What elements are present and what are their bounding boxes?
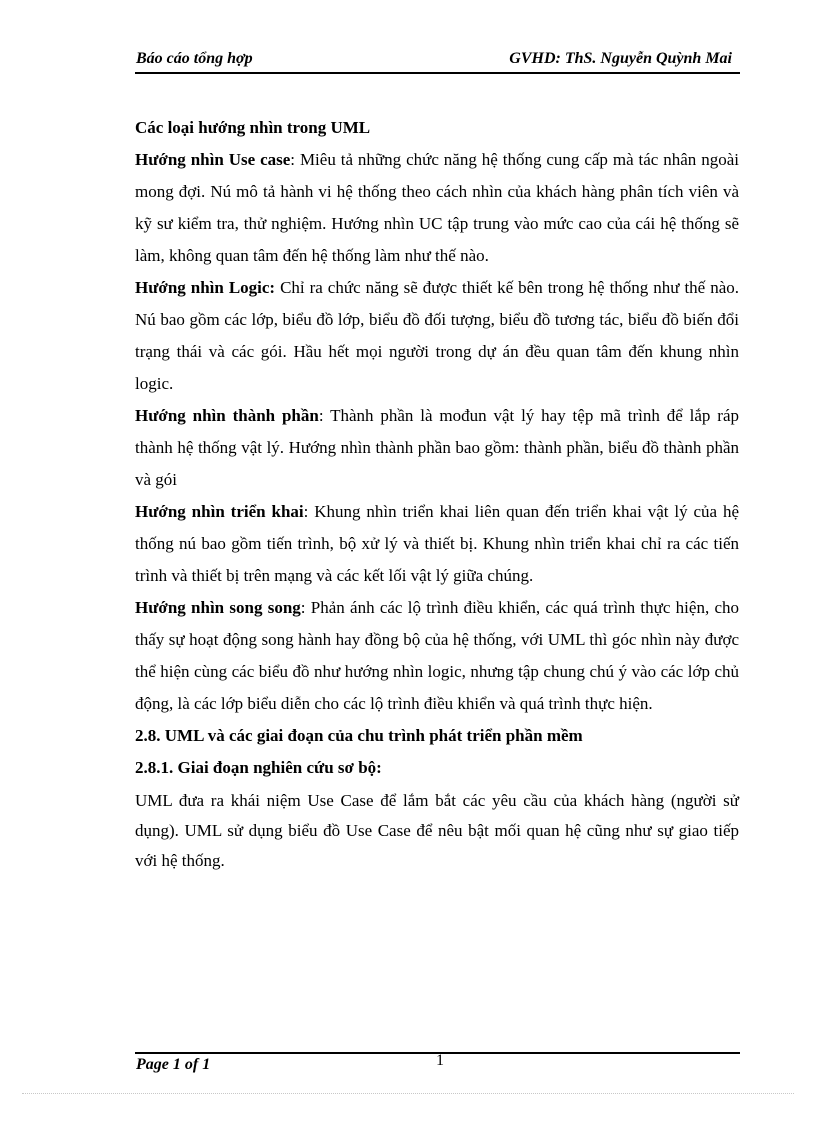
component-view-text: : Thành phần là mođun vật lý hay tệp mã trình để lắp ráp thành hệ thống vật lý. Hướng nhìn thành phần bao gồm: thành phần, biểu đồ thành phần và gói — [135, 406, 739, 489]
usecase-view-label: Hướng nhìn Use case — [135, 150, 291, 169]
header-divider — [135, 72, 740, 74]
logic-view-label: Hướng nhìn Logic: — [135, 278, 276, 297]
paragraph-component-view — [135, 400, 739, 496]
views-heading: Các loại hướng nhìn trong UML — [135, 118, 371, 137]
paragraph-usecase-view — [135, 144, 739, 272]
deployment-view-label: Hướng nhìn triển khai — [135, 502, 304, 521]
paragraph-concurrency-view — [135, 592, 739, 720]
document-body — [135, 112, 739, 876]
concurrency-view-text: : Phản ánh các lộ trình điều khiển, các quá trình thực hiện, cho thấy sự hoạt động song hành hay đồng bộ của hệ thống, với UML thì góc nhìn này được thể hiện cùng các biểu đồ như hướng nhìn logic, nhưng tập chung chú ý vào các lớp chủ động, là các lớp biểu diễn cho các lộ trình điều khiển và quá trình thực hiện. — [135, 598, 739, 713]
concurrency-view-label: Hướng nhìn song song — [135, 598, 301, 617]
deployment-view-text: : Khung nhìn triển khai liên quan đến triển khai vật lý của hệ thống nú bao gồm tiến trình, bộ xử lý và thiết bị. Khung nhìn triển khai chỉ ra các tiến trình và thiết bị trên mạng và các kết lối vật lý giữa chúng. — [135, 502, 739, 585]
component-view-label: Hướng nhìn thành phần — [135, 406, 319, 425]
logic-view-text: Chỉ ra chức năng sẽ được thiết kế bên trong hệ thống như thế nào. Nú bao gồm các lớp, biểu đồ lớp, biểu đồ đối tượng, biểu đồ tương tác, biểu đồ biến đổi trạng thái và các gói. Hầu hết mọi người trong dự án đều quan tâm đến khung nhìn logic. — [135, 278, 740, 393]
header-advisor: GVHD: ThS. Nguyễn Quỳnh Mai — [509, 50, 732, 67]
page-header — [135, 48, 740, 70]
paragraph-deployment-view — [135, 496, 739, 592]
section-2-8-heading: 2.8. UML và các giai đoạn của chu trình phát triển phần mềm — [135, 726, 583, 745]
page-bottom-border — [22, 1093, 794, 1094]
usecase-view-text: : Miêu tả những chức năng hệ thống cung cấp mà tác nhân ngoài mong đợi. Nú mô tả hành vi hệ thống theo cách nhìn của khách hàng phân tích viên và kỹ sư kiểm tra, thử nghiệm. Hướng nhìn UC tập trung vào mức cao của cái hệ thống sẽ làm, không quan tâm đến hệ thống làm như thế nào. — [135, 150, 739, 265]
paragraph-uml-intro: UML đưa ra khái niệm Use Case để lắm bắt các yêu cầu của khách hàng (người sử dụng). UML sử dụng biểu đồ Use Case để nêu bật mối quan hệ cũng như sự giao tiếp với hệ thống. — [135, 791, 739, 870]
footer-page-label: Page 1 of 1 — [136, 1056, 211, 1073]
footer-page-number: 1 — [436, 1052, 444, 1069]
paragraph-logic-view — [135, 272, 739, 400]
section-2-8-1-heading: 2.8.1. Giai đoạn nghiên cứu sơ bộ: — [135, 758, 382, 777]
header-report-title: Báo cáo tổng hợp — [136, 50, 253, 67]
